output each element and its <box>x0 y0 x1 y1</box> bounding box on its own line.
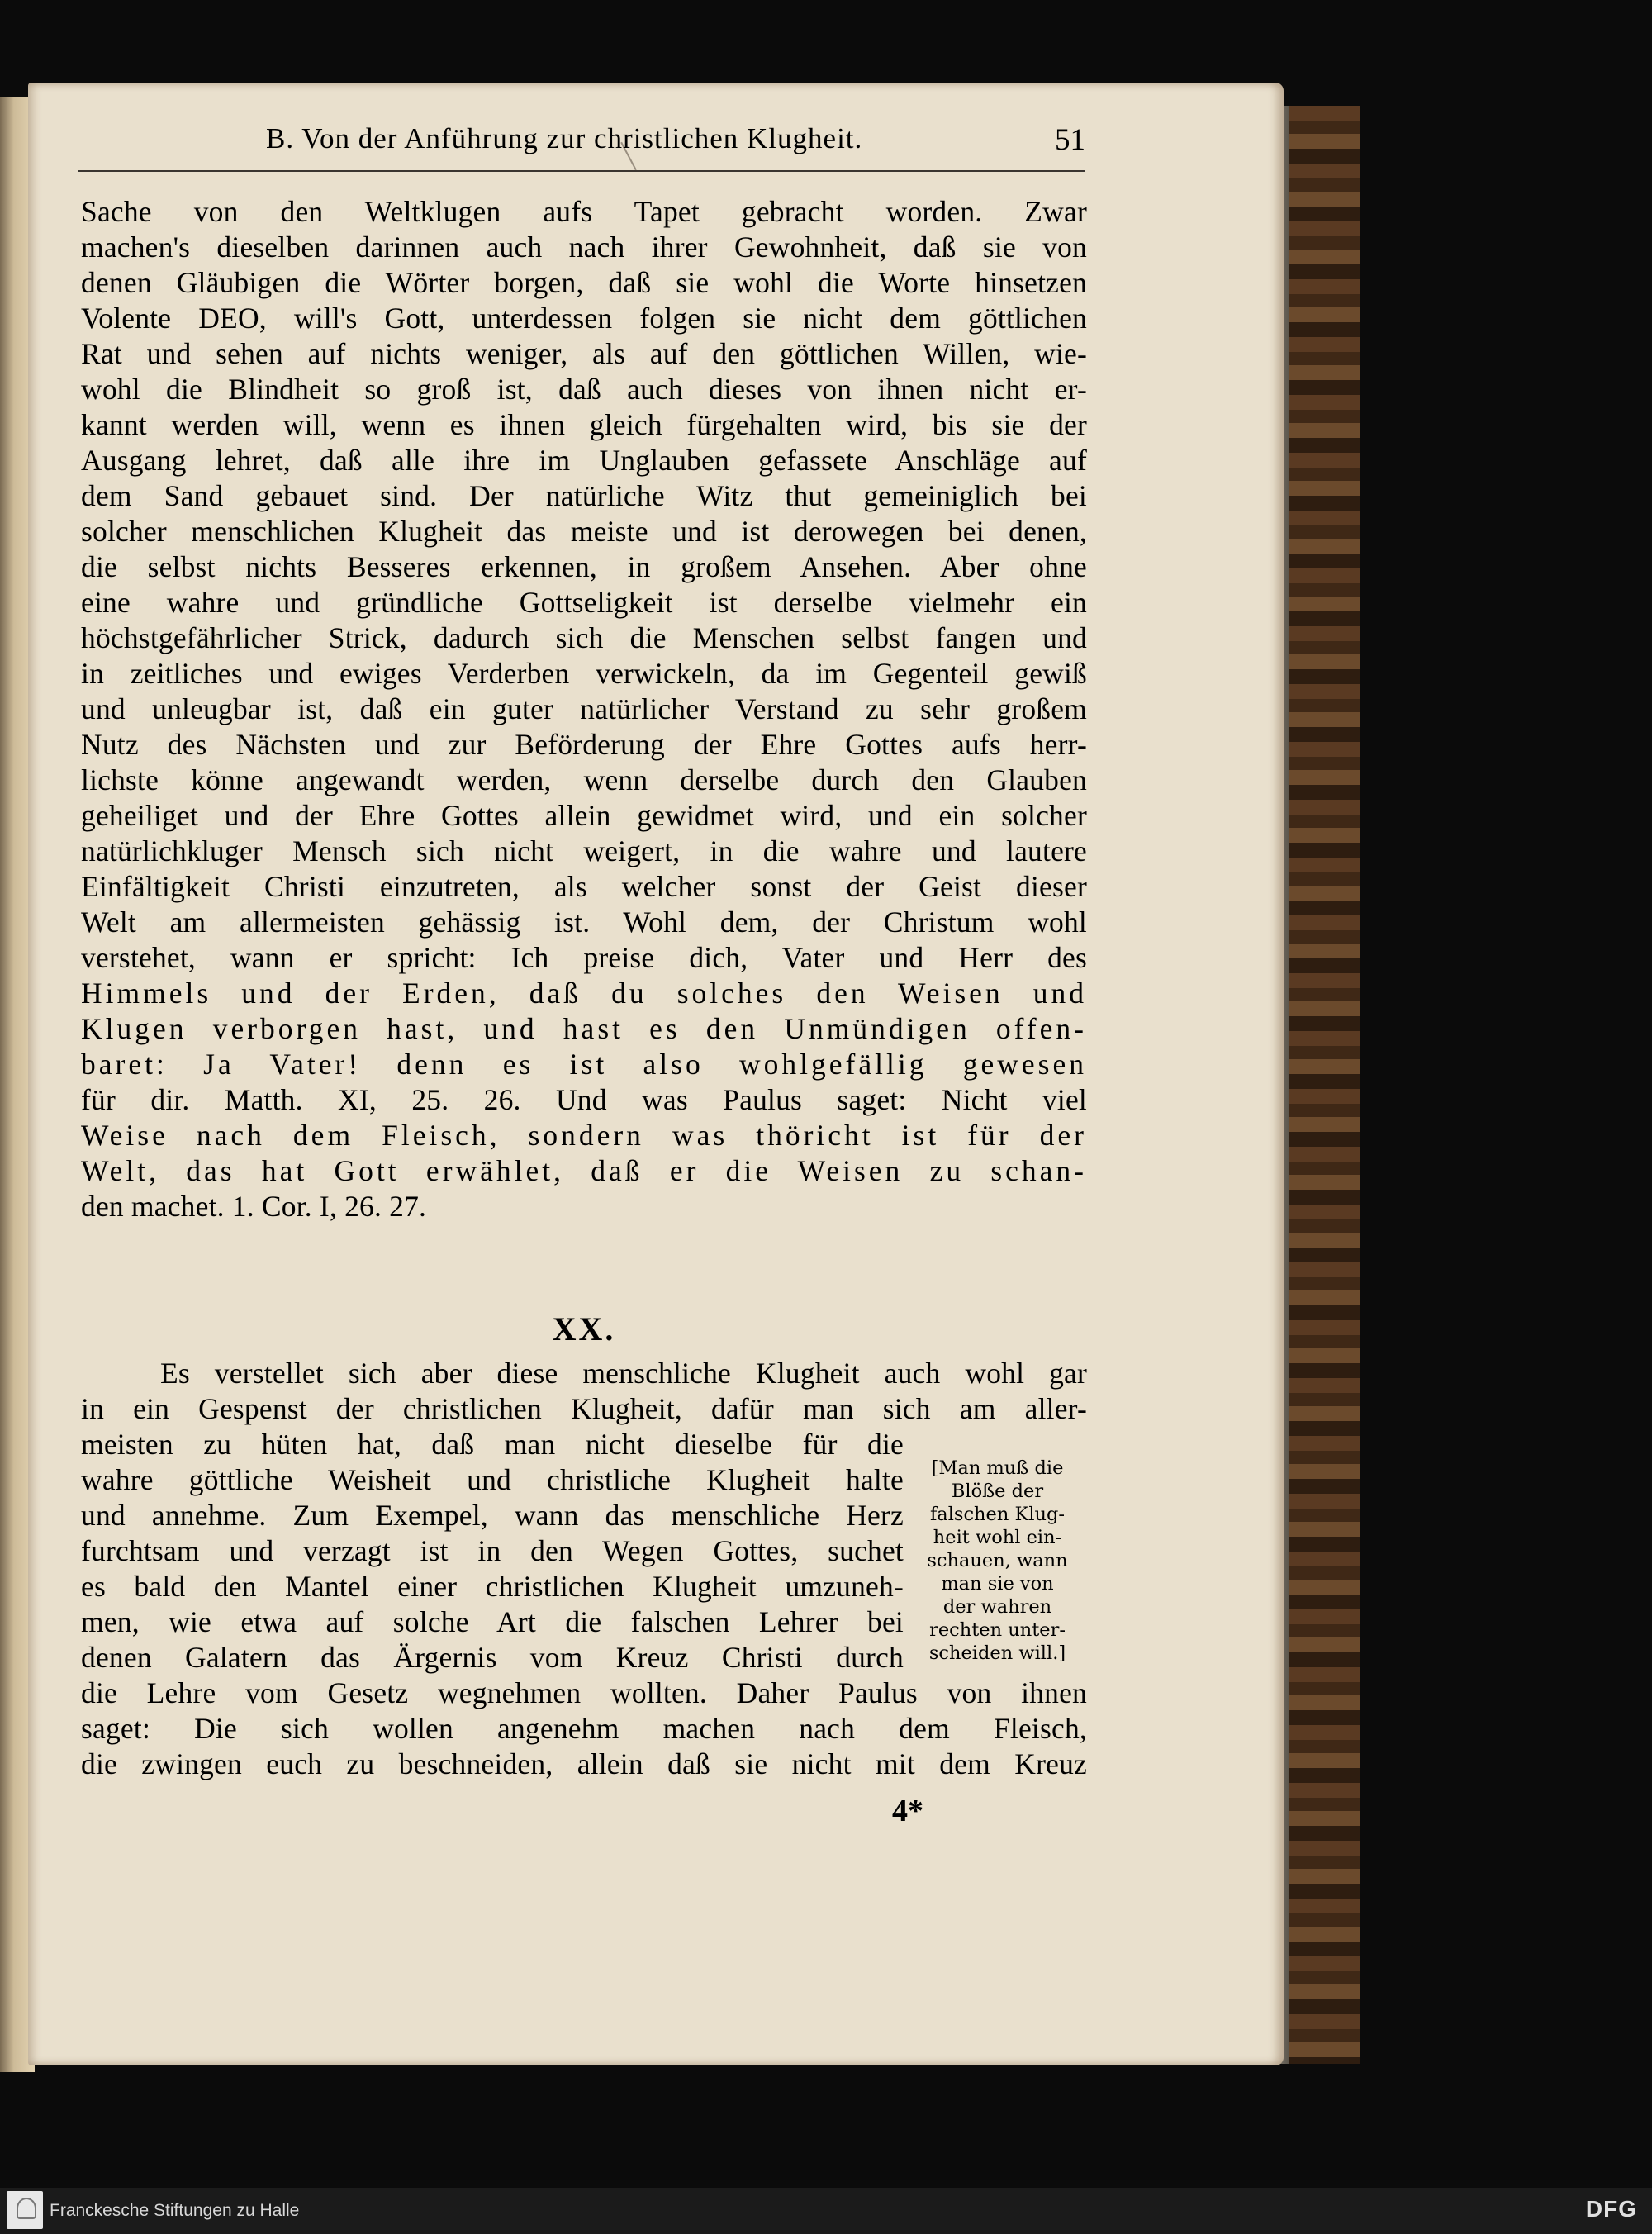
text-line: die zwingen euch zu beschneiden, allein daß sie nicht mit dem Kreuz <box>81 1747 1087 1780</box>
marginal-note-line: rechten unter- <box>929 1619 1066 1641</box>
text-line: dem Sand gebauet sind. Der natürliche Witz thut gemeiniglich bei <box>81 479 1087 512</box>
text-line: wahre göttliche Weisheit und christliche Klugheit halte <box>81 1463 904 1496</box>
text-line: Volente DEO, will's Gott, unterdessen folgen sie nicht dem göttlichen <box>81 302 1087 335</box>
text-line: in ein Gespenst der christlichen Klugheit, dafür man sich am aller- <box>81 1392 1087 1425</box>
institution-logo-icon <box>7 2191 43 2229</box>
text-line: saget: Die sich wollen angenehm machen nach dem Fleisch, <box>81 1712 1087 1745</box>
text-line: Es verstellet sich aber diese menschliche Klugheit auch wohl gar <box>160 1357 1087 1390</box>
text-line: verstehet, wann er spricht: Ich preise dich, Vater und Herr des <box>81 941 1087 974</box>
page-header <box>86 122 1085 172</box>
text-line: solcher menschlichen Klugheit das meiste und ist derowegen bei denen, <box>81 515 1087 548</box>
text-line: Sache von den Weltklugen aufs Tapet gebracht worden. Zwar <box>81 195 1087 228</box>
marginal-note-line: heit wohl ein- <box>933 1527 1062 1548</box>
marginal-note-line: man sie von <box>941 1573 1054 1595</box>
text-line: es bald den Mantel einer christlichen Klugheit umzuneh- <box>81 1570 904 1603</box>
text-line: men, wie etwa auf solche Art die falschen Lehrer bei <box>81 1605 904 1638</box>
text-line: geheiliget und der Ehre Gottes allein gewidmet wird, und ein solcher <box>81 799 1087 832</box>
marginal-note-line: der wahren <box>942 1596 1052 1618</box>
text-line: wohl die Blindheit so groß ist, daß auch dieses von ihnen nicht er- <box>81 373 1087 406</box>
text-line: furchtsam und verzagt ist in den Wegen Gottes, suchet <box>81 1534 904 1567</box>
text-line: kannt werden will, wenn es ihnen gleich fürgehalten wird, bis sie der <box>81 408 1087 441</box>
text-line: Einfältigkeit Christi einzutreten, als welcher sonst der Geist dieser <box>81 870 1087 903</box>
text-line: baret: Ja Vater! denn es ist also wohlgefällig gewesen <box>81 1048 1087 1081</box>
marginal-note-line: scheiden will.] <box>928 1642 1066 1664</box>
text-line: Ausgang lehret, daß alle ihre im Unglauben gefassete Anschläge auf <box>81 444 1087 477</box>
signature-mark: 4* <box>892 1794 923 1828</box>
text-line: für dir. Matth. XI, 25. 26. Und was Paulus saget: Nicht viel <box>81 1083 1087 1116</box>
text-line: Welt, das hat Gott erwählet, daß er die Weisen zu schan- <box>81 1154 1087 1187</box>
header-rule <box>78 170 1085 172</box>
text-line: denen Gläubigen die Wörter borgen, daß sie wohl die Worte hinsetzen <box>81 266 1087 299</box>
text-line: natürlichkluger Mensch sich nicht weigert, in die wahre und lautere <box>81 834 1087 867</box>
marginal-note-line: [Man muß die <box>931 1457 1064 1479</box>
dfg-logo: DFG <box>1585 2196 1637 2222</box>
text-line: lichste könne angewandt werden, wenn derselbe durch den Glauben <box>81 763 1087 796</box>
text-line: die Lehre vom Gesetz wegnehmen wollten. Daher Paulus von ihnen <box>81 1676 1087 1709</box>
text-line: denen Galatern das Ärgernis vom Kreuz Christi durch <box>81 1641 904 1674</box>
text-line: den machet. 1. Cor. I, 26. 27. <box>81 1190 427 1223</box>
marginal-note-line: schauen, wann <box>927 1550 1068 1571</box>
text-line: Nutz des Nächsten und zur Beförderung der Ehre Gottes aufs herr- <box>81 728 1087 761</box>
marginal-note-line: Blöße der <box>951 1481 1044 1502</box>
text-line: meisten zu hüten hat, daß man nicht dieselbe für die <box>81 1428 904 1461</box>
text-line: Rat und sehen auf nichts weniger, als auf den göttlichen Willen, wie- <box>81 337 1087 370</box>
marginal-note-line: falschen Klug- <box>929 1504 1066 1525</box>
section-heading: XX. <box>552 1310 616 1348</box>
running-head: B. Von der Anführung zur christlichen Klugheit. <box>266 122 863 154</box>
text-line: in zeitliches und ewiges Verderben verwickeln, da im Gegenteil gewiß <box>81 657 1087 690</box>
text-line: machen's dieselben darinnen auch nach ihrer Gewohnheit, daß sie von <box>81 231 1087 264</box>
text-line: Klugen verborgen hast, und hast es den Unmündigen offen- <box>81 1012 1087 1045</box>
marginal-note <box>909 1457 1086 1665</box>
institution-name: Franckesche Stiftungen zu Halle <box>50 2201 300 2220</box>
text-line: Weise nach dem Fleisch, sondern was thöricht ist für der <box>81 1119 1087 1152</box>
text-line: Welt am allermeisten gehässig ist. Wohl dem, der Christum wohl <box>81 905 1087 939</box>
text-line: Himmels und der Erden, daß du solches den Weisen und <box>81 977 1087 1010</box>
text-line: eine wahre und gründliche Gottseligkeit ist derselbe vielmehr ein <box>81 586 1087 619</box>
text-line: die selbst nichts Besseres erkennen, in großem Ansehen. Aber ohne <box>81 550 1087 583</box>
text-line: höchstgefährlicher Strick, dadurch sich die Menschen selbst fangen und <box>81 621 1087 654</box>
page-number: 51 <box>1055 123 1085 157</box>
text-line: und annehme. Zum Exempel, wann das menschliche Herz <box>81 1499 904 1532</box>
text-line: und unleugbar ist, daß ein guter natürlicher Verstand zu sehr großem <box>81 692 1087 725</box>
